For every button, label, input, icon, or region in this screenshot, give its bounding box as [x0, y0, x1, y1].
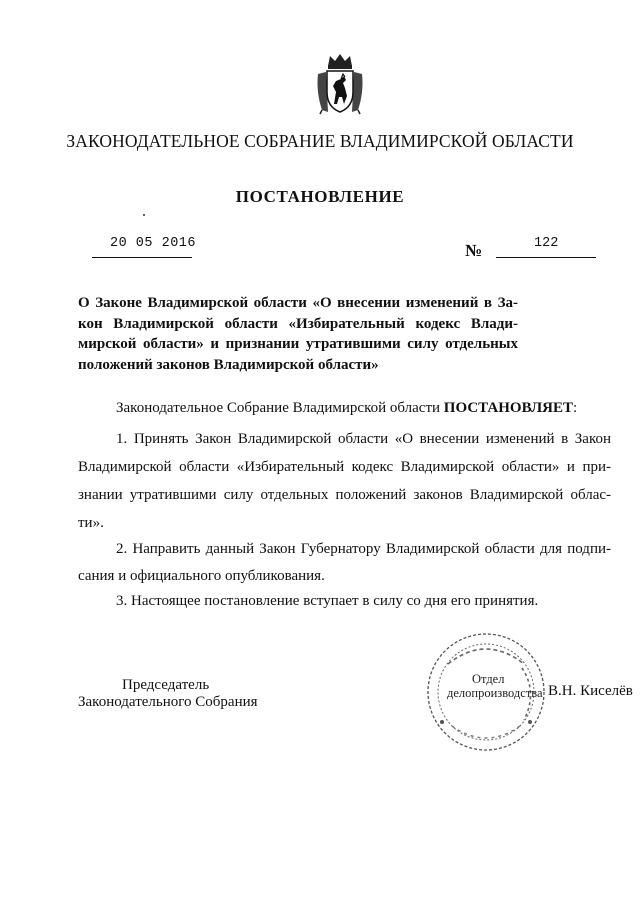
document-date: 20 05 2016: [110, 236, 197, 251]
paragraph-1-line: Владимирской области «Избирательный кодекс Владимирской области» и при-: [78, 459, 611, 475]
subject-line: мирской области» и признании утратившими силу отдельных: [78, 336, 518, 352]
subject-line: положений законов Владимирской области»: [78, 356, 379, 373]
paragraph-3: 3. Настоящее постановление вступает в силу со дня его принятия.: [116, 593, 539, 609]
resolution-intro: [116, 400, 577, 417]
date-underline: [92, 257, 192, 258]
intro-text: Законодательное Собрание Владимирской области: [116, 400, 444, 416]
intro-colon: :: [573, 400, 578, 416]
number-sign: №: [465, 241, 483, 260]
document-type-title: ПОСТАНОВЛЕНИЕ: [235, 187, 405, 206]
number-underline: [496, 257, 596, 258]
coat-of-arms-icon: [314, 52, 366, 116]
subject-line: кон Владимирской области «Избирательный кодекс Влади-: [78, 315, 518, 332]
signatory-name: В.Н. Киселёв: [548, 683, 633, 699]
document-subject: [78, 293, 518, 375]
paragraph-1-line: ти».: [78, 515, 104, 531]
subject-line: О Законе Владимирской области «О внесении изменений в За-: [78, 295, 518, 311]
organization-title: ЗАКОНОДАТЕЛЬНОЕ СОБРАНИЕ ВЛАДИМИРСКОЙ ОБЛАСТИ: [66, 131, 574, 151]
paragraph-1-line: 1. Принять Закон Владимирской области «О внесении изменений в Закон: [116, 431, 611, 447]
paragraph-2-line: 2. Направить данный Закон Губернатору Владимирской области для подпи-: [116, 541, 611, 557]
signatory-position: Председатель: [122, 677, 210, 693]
stamp-text-records: делопроизводства: [447, 686, 543, 700]
signatory-organization: Законодательного Собрания: [78, 694, 258, 710]
intro-resolves: ПОСТАНОВЛЯЕТ: [443, 400, 574, 416]
document-number: 122: [534, 236, 559, 251]
paragraph-2-line: сания и официального опубликования.: [78, 568, 325, 584]
speck: [143, 214, 145, 216]
paragraph-1-line: знании утратившими силу отдельных положений законов Владимирской облас-: [78, 487, 611, 503]
stamp-text-department: Отдел: [472, 672, 505, 686]
